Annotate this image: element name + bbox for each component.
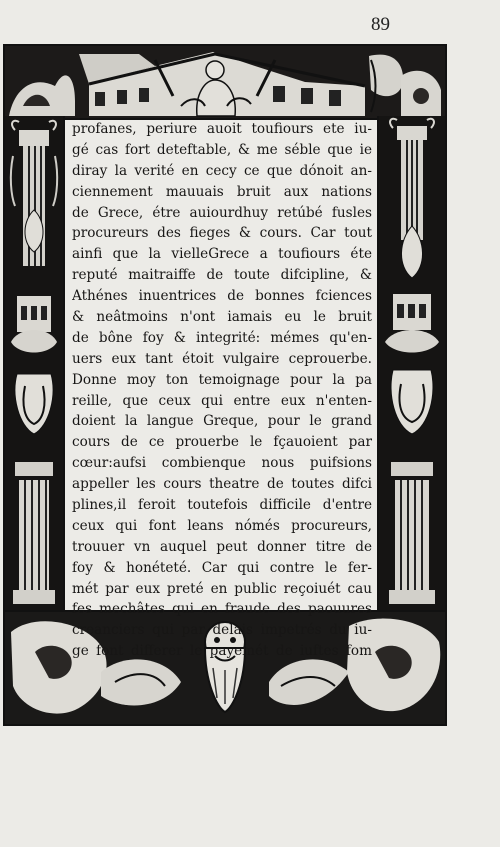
text-line: mét par eux preté en public reçoiuét cau [72, 580, 372, 597]
text-line: ainfi que la vielleGrece a toufiours éte [72, 246, 372, 263]
text-line: gé cas fort deteftable, & me séble que ie [72, 141, 372, 158]
text-line: appeller les cours theatre de toutes difci [72, 476, 372, 493]
woodcut-right-column-image [379, 116, 445, 610]
text-line: plines,il feroit toutefois difficile d'entre [72, 497, 372, 514]
text-line: procureurs des fieges & cours. Car tout [72, 225, 372, 242]
text-line: creanciers qui par delais impetrés du iu- [72, 622, 372, 639]
text-line: ge font differer le payemét de iuftes fom [72, 643, 372, 660]
text-line: ceux qui font leans nómés procureurs, [72, 517, 372, 534]
page-number: 89 [371, 14, 390, 35]
woodcut-header-image [5, 46, 445, 118]
text-line: diray la verité en cecy ce que dónoit an- [72, 162, 372, 179]
body-text [72, 119, 372, 660]
text-line: de Grece, étre auiourdhuy retúbé fusles [72, 204, 372, 221]
text-line: fes mechâtes qui en fraude des paouures [72, 601, 372, 618]
text-line: profanes, periure auoit toufiours ete iu- [72, 121, 372, 137]
text-line: trouuer vn auquel peut donner titre de [72, 538, 372, 555]
text-line: Athénes inuentrices de bonnes fciences [72, 288, 372, 305]
woodcut-left-column-image [5, 116, 63, 610]
woodcut-left-column [3, 116, 65, 612]
text-line: uers eux tant étoit vulgaire ceprouerbe. [72, 350, 372, 367]
woodcut-header-ornament [3, 44, 447, 120]
text-line: Donne moy ton temoignage pour la pa [72, 371, 372, 388]
text-line: cœur:aufsi combienque nous puifsions [72, 455, 372, 472]
text-line: reputé maitraiffe de toute difcipline, & [72, 267, 372, 284]
text-line: & neâtmoins n'ont iamais eu le bruit [72, 309, 372, 326]
woodcut-right-column [377, 116, 447, 612]
text-line: foy & honéteté. Car qui contre le fer- [72, 559, 372, 576]
text-line: ciennement mauuais bruit aux nations [72, 183, 372, 200]
text-line: reille, que ceux qui entre eux n'enten- [72, 392, 372, 409]
text-line: de bône foy & integrité: mémes qu'en- [72, 329, 372, 346]
text-line: cours de ce prouerbe le fçauoient par [72, 434, 372, 451]
text-line: doient la langue Greque, pour le grand [72, 413, 372, 430]
